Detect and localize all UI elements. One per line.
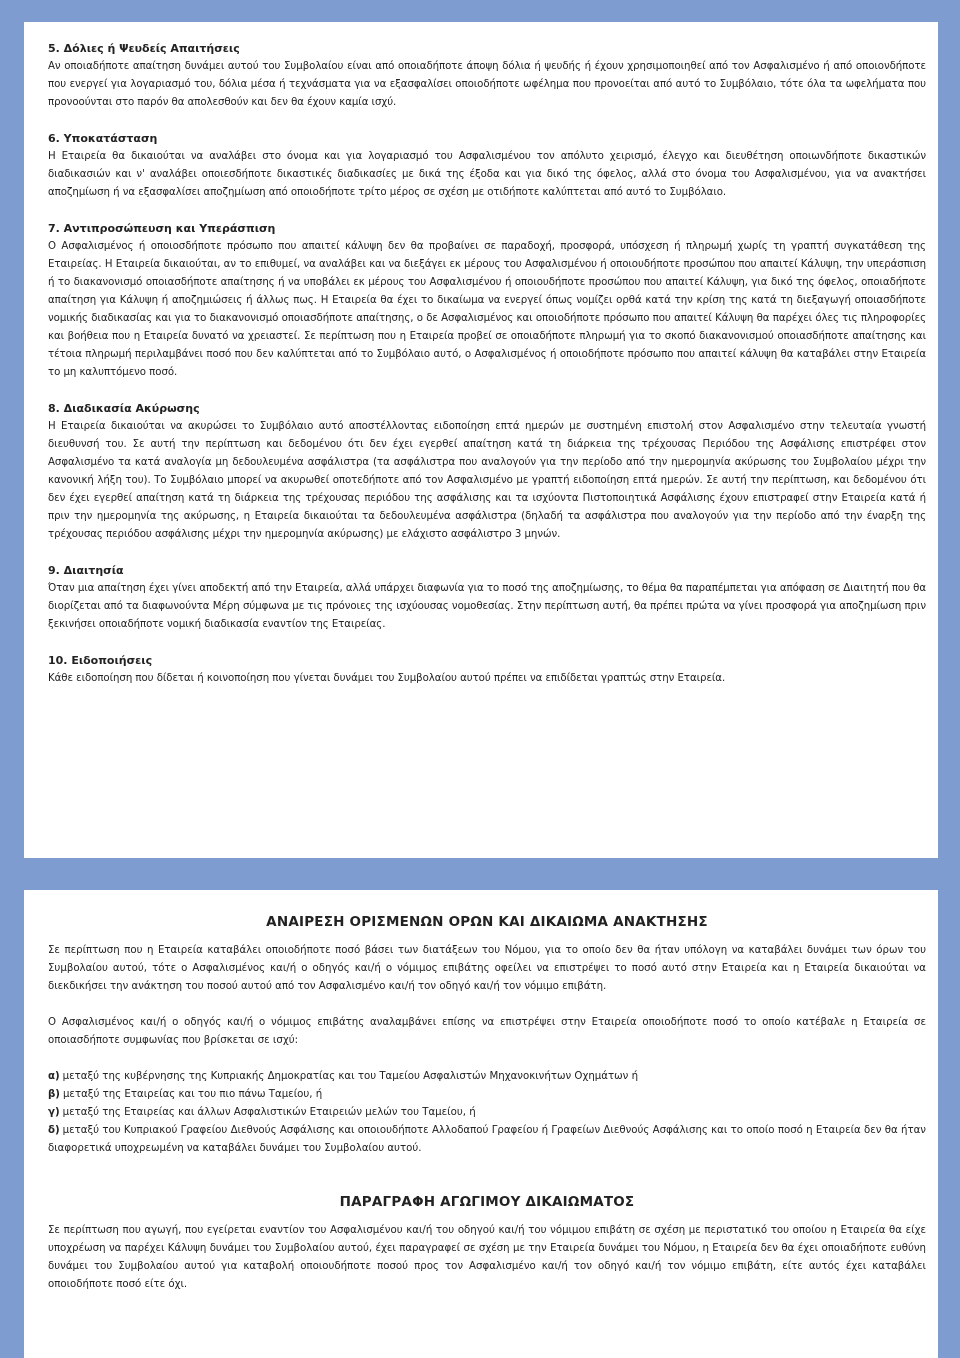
section-body: Ο Ασφαλισμένος ή οποιοσδήποτε πρόσωπο που απαιτεί κάλυψη δεν θα προβαίνει σε παραδοχή, προσφορά, υπόσχεση ή πληρωμή χωρίς τη γραπτή συγκατάθεση της Εταιρείας. Η Εταιρεία δικαιούται, αν το επιθυμεί, να αναλάβει και να διεξάγει εκ μέρους του Ασφαλισμένου ή οποιουδήποτε προσώπου που απαιτεί Κάλυψη, την υπεράσπιση ή το διακανονισμό οποιασδήποτε απαίτησης ή να υποβάλει εκ μέρους του Ασφαλισμένου ή οποιουδήποτε προσώπου που απαιτεί Κάλυψη, για δικό της όφελος, οποιαδήποτε απαίτηση για Κάλυψη ή αποζημιώσεις ή άλλως πως. Η Εταιρεία θα έχει το δικαίωμα να ενεργεί όπως νομίζει ορθά κατά την κρίση της κατά τη διεξαγωγή οποιασδήποτε νομικής διαδικασίας και για το διακανονισμό οποιασδήποτε απαίτησης, ο δε Ασφαλισμένος και οποιοδήποτε πρόσωπο που απαιτεί Κάλυψη θα παρέχει όλες τις πληροφορίες και βοήθεια που η Εταιρεία δυνατό να χρειαστεί. Σε περίπτωση που η Εταιρεία προβεί σε οποιαδήποτε πληρωμή για το σκοπό διακανονισμού οποιασδήποτε απαίτησης και τέτοια πληρωμή περιλαμβάνει ποσό που δεν καλύπτεται από το Συμβόλαιο αυτό, ο Ασφαλισμένος ή οποιοδήποτε πρόσωπο που απαιτεί κάλυψη θα καταβάλει στην Εταιρεία το μη καλυπτόμενο ποσό. <box>48 241 926 378</box>
list-item-label: β) <box>48 1089 60 1100</box>
paragraph-recovery: Σε περίπτωση που η Εταιρεία καταβάλει οποιοδήποτε ποσό βάσει των διατάξεων του Νόμου, για το οποίο δεν θα ήταν υπόλογη να καταβάλει δυνάμει των όρων του Συμβολαίου αυτού, τότε ο Ασφαλισμένος και/ή ο οδηγός και/ή ο νόμιμος επιβάτης οφείλει να επιστρέψει το ποσό αυτό στην Εταιρεία και η Εταιρεία δικαιούται να διεκδικήσει την ανάκτηση του ποσού αυτού από τον Ασφαλισμένο και/ή τον οδηγό και/ή τον νόμιμο επιβάτη. <box>48 945 926 992</box>
section-body: Αν οποιαδήποτε απαίτηση δυνάμει αυτού του Συμβολαίου είναι από οποιαδήποτε άποψη δόλια ή ψευδής ή έχουν χρησιμοποιηθεί από τον Ασφαλισμένο ή από οποιονδήποτε που ενεργεί για λογαριασμό του, δόλια μέσα ή τεχνάσματα για να εξασφαλίσει οποιοδήποτε ωφέλημα που προνοείται από αυτό το Συμβόλαιο, τότε όλα τα ωφελήματα που προνοούνται στο παρόν θα απολεσθούν και δεν θα έχουν καμία ισχύ. <box>48 61 926 108</box>
list-item-text: μεταξύ της Εταιρείας και του πιο πάνω Ταμείου, ή <box>62 1089 323 1100</box>
list-item <box>48 1086 926 1104</box>
list-item-text: μεταξύ της Εταιρείας και άλλων Ασφαλιστικών Εταιρειών μελών του Ταμείου, ή <box>62 1107 476 1118</box>
section-body: Η Εταιρεία δικαιούται να ακυρώσει το Συμβόλαιο αυτό αποστέλλοντας ειδοποίηση επτά ημερών με συστημένη επιστολή στον Ασφαλισμένο στην τελευταία γνωστή διευθυνσή του. Σε αυτή την περίπτωση και δεδομένου ότι δεν έχει εγερθεί απαίτηση κατά τη διάρκεια της τρέχουσας Περιόδου της Ασφάλισης επιστρέφει στον Ασφαλισμένο τα κατά αναλογία μη δεδουλευμένα ασφάλιστρα (τα ασφάλιστρα που αναλογούν για την περίοδο από την ημερομηνία ακύρωσης του Συμβολαίου μέχρι την κανονική λήξη του). Το Συμβόλαιο μπορεί να ακυρωθεί οποτεδήποτε από τον Ασφαλισμένο με γραπτή ειδοποίηση επτά ημερών. Σε αυτή την περίπτωση, και δεδομένου ότι δεν έχει εγερθεί απαίτηση κατά τη διάρκεια της τρέχουσας περιόδου της ασφάλισης και τα ισχύοντα Πιστοποιητικά Ασφάλισης έχουν επιστραφεί στην Εταιρεία κατά ή πριν την ημερομηνία της ακύρωσης, η Εταιρεία δικαιούται τα δεδουλευμένα ασφάλιστρα (δηλαδή τα ασφάλιστρα που αναλογούν για την περίοδο από την έναρξη της τρέχουσας περιόδου ασφάλισης μέχρι την ημερομηνία ακύρωσης) με ελάχιστο ασφάλιστρο 3 μηνών. <box>48 421 926 540</box>
list-item <box>48 1122 926 1158</box>
section-heading: 6. Υποκατάσταση <box>48 132 158 145</box>
section-body: Κάθε ειδοποίηση που δίδεται ή κοινοποίηση που γίνεται δυνάμει του Συμβολαίου αυτού πρέπει να επιδίδεται γραπτώς στην Εταιρεία. <box>48 673 726 684</box>
section-heading: 7. Αντιπροσώπευση και Υπεράσπιση <box>48 222 276 235</box>
section-body: Όταν μια απαίτηση έχει γίνει αποδεκτή από την Εταιρεία, αλλά υπάρχει διαφωνία για το ποσό της αποζημίωσης, το θέμα θα παραπέμπεται για απόφαση σε Διαιτητή που θα διορίζεται από τα διαφωνούντα Μέρη σύμφωνα με τις πρόνοιες της ισχύουσας νομοθεσίας. Στην περίπτωση αυτή, θα πρέπει πρώτα να γίνει προσφορά για αποζημίωση πριν ξεκινήσει οποιαδήποτε νομική διαδικασία εναντίον της Εταιρείας. <box>48 583 926 630</box>
list-item-label: γ) <box>48 1107 60 1118</box>
title-rescission-recovery: ΑΝΑΙΡΕΣΗ ΟΡΙΣΜΕΝΩΝ ΟΡΩΝ ΚΑΙ ΔΙΚΑΙΩΜΑ ΑΝΑΚΤΗΣΗΣ <box>266 914 708 930</box>
bottom-panel <box>24 890 938 1358</box>
section-heading: 5. Δόλιες ή Ψευδείς Απαιτήσεις <box>48 42 240 55</box>
title-limitation-of-action: ΠΑΡΑΓΡΑΦΗ ΑΓΩΓΙΜΟΥ ΔΙΚΑΙΩΜΑΤΟΣ <box>339 1194 635 1210</box>
section-notices <box>48 652 926 688</box>
section-heading: 8. Διαδικασία Ακύρωσης <box>48 402 200 415</box>
section-body: Η Εταιρεία θα δικαιούται να αναλάβει στο όνομα και για λογαριασμό του Ασφαλισμένου τον απόλυτο χειρισμό, έλεγχο και διευθέτηση οποιωνδήποτε δικαστικών διαδικασιών και ν' αναλάβει οποιεσδήποτε δικαστικές διαδικασίες με δικά της έξοδα και για δικό της όφελος, αλλά στο όνομα του Ασφαλισμένου, για να ανακτήσει αποζημίωση ή να εξασφαλίσει αποζημίωση από οποιοδήποτε τρίτο μέρος σε σχέση με οτιδήποτε καλύπτεται από αυτό το Συμβόλαιο. <box>48 151 926 198</box>
list-item-label: α) <box>48 1071 60 1082</box>
top-panel <box>24 22 938 858</box>
section-representation-defence <box>48 220 926 382</box>
list-item <box>48 1068 926 1086</box>
section-arbitration <box>48 562 926 634</box>
list-item-text: μεταξύ του Κυπριακού Γραφείου Διεθνούς Ασφάλισης και οποιουδήποτε Αλλοδαπού Γραφείου ή Γραφείων Διεθνούς Ασφάλισης και το οποίο ποσό η Εταιρεία δεν θα ήταν διαφορετικά υποχρεωμένη να καταβάλει δυνάμει του Συμβολαίου αυτού. <box>48 1125 926 1154</box>
spacer <box>48 1178 926 1192</box>
paragraph-agreements-intro: Ο Ασφαλισμένος και/ή ο οδηγός και/ή ο νόμιμος επιβάτης αναλαμβάνει επίσης να επιστρέψει στην Εταιρεία οποιοδήποτε ποσό το οποίο κατέβαλε η Εταιρεία σε οποιασδήποτε συμφωνίας που βρίσκεται σε ισχύ: <box>48 1017 926 1046</box>
list-item-label: δ) <box>48 1125 60 1136</box>
list-item-text: μεταξύ της κυβέρνησης της Κυπριακής Δημοκρατίας και του Ταμείου Ασφαλιστών Μηχανοκινήτων Οχημάτων ή <box>62 1071 639 1082</box>
agreements-list <box>48 1068 926 1158</box>
paragraph-limitation: Σε περίπτωση που αγωγή, που εγείρεται εναντίον του Ασφαλισμένου και/ή του οδηγού και/ή του νόμιμου επιβάτη σε σχέση με περιστατικό του οποίου η Εταιρεία θα είχε υποχρέωση να παρέχει Κάλυψη δυνάμει του Συμβολαίου αυτού, έχει παραγραφεί σε σχέση με την Εταιρεία δυνάμει του Νόμου, η Εταιρεία δεν θα έχει οποιαδήποτε ευθύνη δυνάμει του Συμβολαίου αυτού για καταβολή οποιουδήποτε ποσού προς τον Ασφαλισμένο και/ή τον οδηγό και/ή τον νόμιμο επιβάτη, είτε αυτός έχει καταβάλει οποιοδήποτε ποσό είτε όχι. <box>48 1225 926 1290</box>
section-cancellation <box>48 400 926 544</box>
section-fraudulent-claims <box>48 40 926 112</box>
section-heading: 9. Διαιτησία <box>48 564 124 577</box>
section-heading: 10. Ειδοποιήσεις <box>48 654 153 667</box>
section-subrogation <box>48 130 926 202</box>
list-item <box>48 1104 926 1122</box>
